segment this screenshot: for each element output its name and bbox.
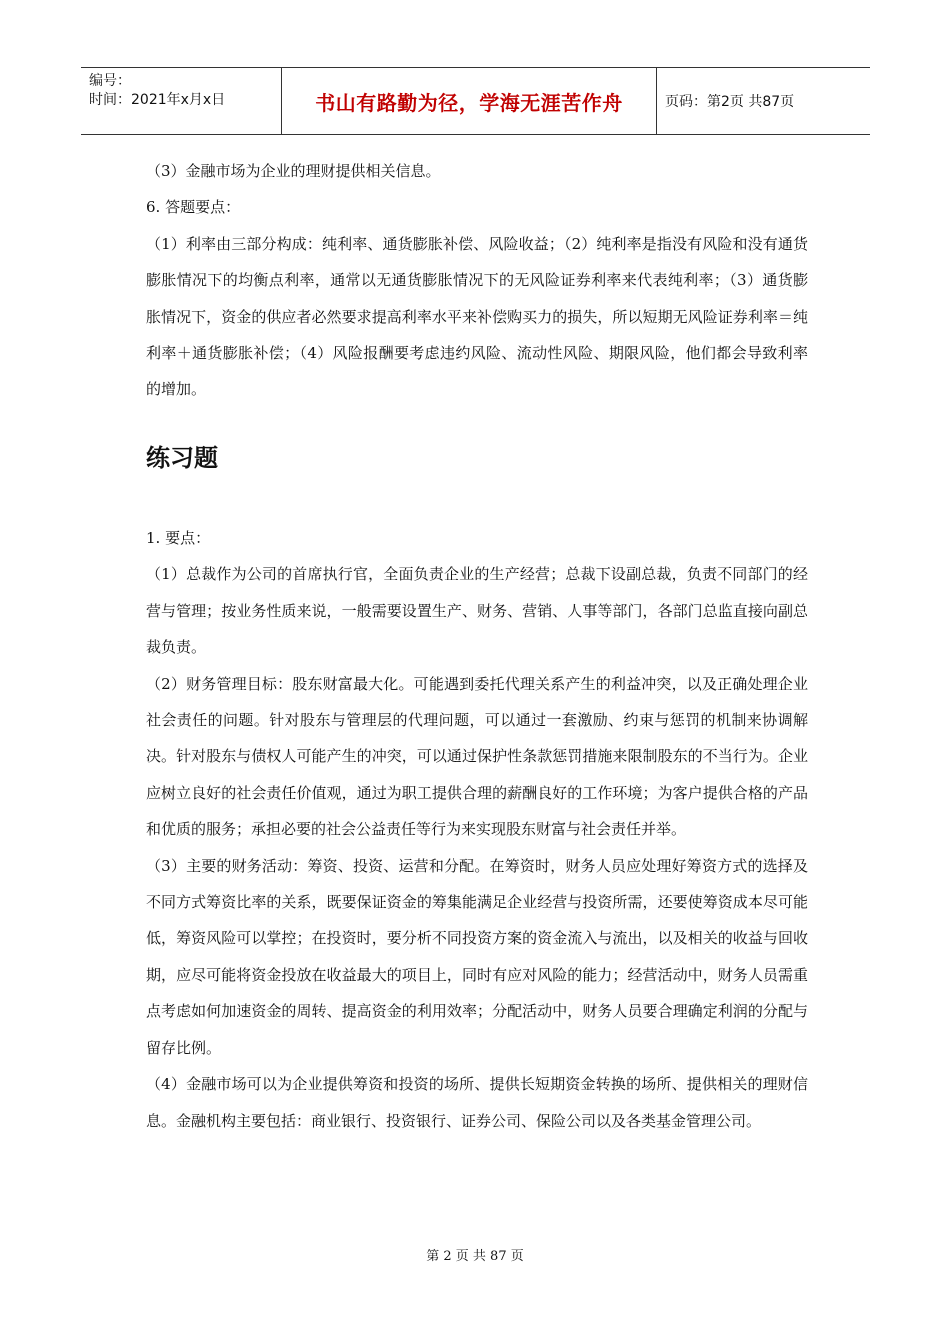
paragraph: （3）主要的财务活动：筹资、投资、运营和分配。在筹资时，财务人员应处理好筹资方式的选择及不同方式筹资比率的关系，既要保证资金的筹集能满足企业经营与投资所需，还要使筹资成本尽可能低，筹资风险可以掌控；在投资时，要分析不同投资方案的资金流入与流出，以及相关的收益与回收期，应尽可能将资金投放在收益最大的项目上，同时有应对风险的能力；经营活动中，财务人员需重点考虑如何加速资金的周转、提高资金的利用效率；分配活动中，财务人员要合理确定利润的分配与留存比例。	[146, 856, 808, 1057]
section-exercises	[146, 520, 808, 1139]
paragraph: （1）总裁作为公司的首席执行官，全面负责企业的生产经营；总裁下设副总裁，负责不同部门的经营与管理；按业务性质来说，一般需要设置生产、财务、营销、人事等部门，各部门总监直接向副总裁负责。	[146, 565, 808, 657]
header-page-info: 页码：第2页 共87页	[665, 94, 795, 110]
time-label: 时间：2021年x月x日	[89, 92, 226, 108]
paragraph: （2）财务管理目标：股东财富最大化。可能遇到委托代理关系产生的利益冲突，以及正确处理企业社会责任的问题。针对股东与管理层的代理问题，可以通过一套激励、约束与惩罚的机制来协调解决。针对股东与债权人可能产生的冲突，可以通过保护性条款惩罚措施来限制股东的不当行为。企业应树立良好的社会责任价值观，通过为职工提供合理的薪酬良好的工作环境；为客户提供合格的产品和优质的服务；承担必要的社会公益责任等行为来实现股东财富与社会责任并举。	[146, 674, 808, 839]
page-header	[81, 67, 870, 135]
paragraph: 1. 要点：	[146, 529, 211, 547]
paragraph: （4）金融市场可以为企业提供筹资和投资的场所、提供长短期资金转换的场所、提供相关的理财信息。金融机构主要包括：商业银行、投资银行、证券公司、保险公司以及各类基金管理公司。	[146, 1075, 808, 1130]
header-meta	[81, 68, 282, 134]
section-heading: 练习题	[146, 444, 218, 472]
paragraph: 6. 答题要点：	[146, 198, 241, 217]
page-footer: 第 2 页 共 87 页	[426, 1249, 524, 1264]
serial-label: 编号：	[89, 73, 131, 89]
paragraph: （3）金融市场为企业的理财提供相关信息。	[146, 162, 441, 180]
paragraph: （1）利率由三部分构成：纯利率、通货膨胀补偿、风险收益；（2）纯利率是指没有风险和没有通货膨胀情况下的均衡点利率，通常以无通货膨胀情况下的无风险证券利率来代表纯利率；（3）通货膨胀情况下，资金的供应者必然要求提高利率水平来补偿购买力的损失，所以短期无风险证券利率＝纯利率＋通货膨胀补偿；（4）风险报酬要考虑违约风险、流动性风险、期限风险，他们都会导致利率的增加。	[146, 234, 808, 399]
header-motto: 书山有路勤为径，学海无涯苦作舟	[282, 68, 657, 134]
section-answers	[146, 153, 808, 408]
